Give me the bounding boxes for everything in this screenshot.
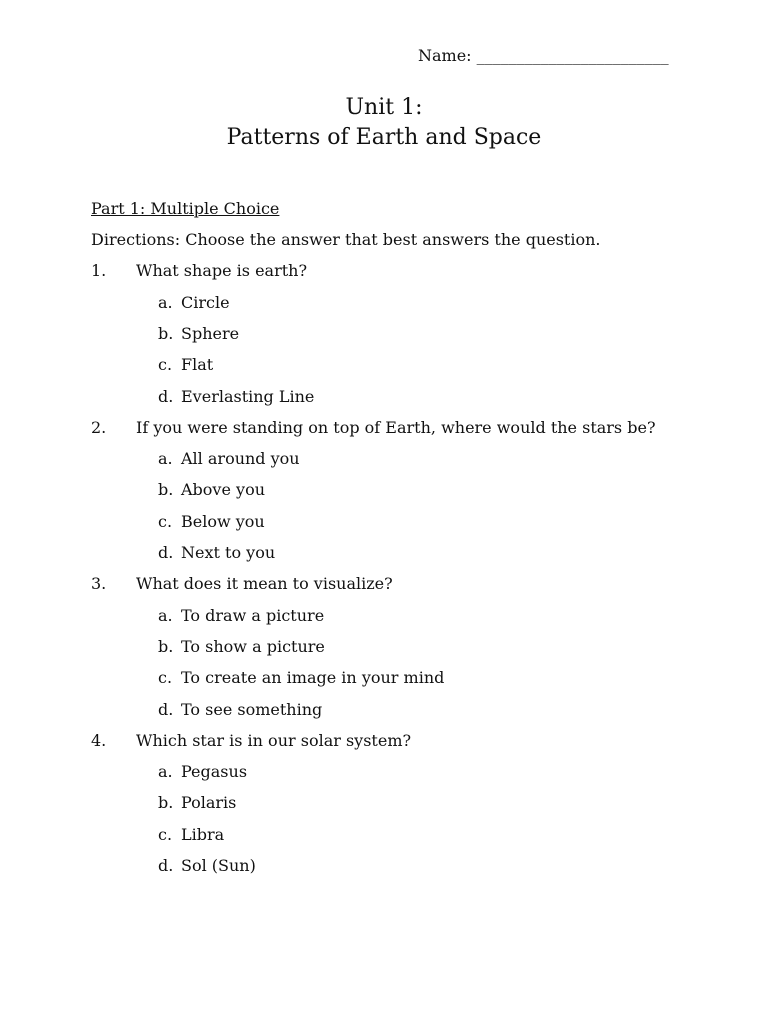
question-text: Which star is in our solar system?	[136, 731, 412, 750]
option-text: Below you	[181, 512, 265, 531]
option-text: Everlasting Line	[181, 387, 315, 406]
option-letter: a.	[158, 293, 173, 312]
option-letter: c.	[158, 355, 173, 374]
option-letter: c.	[158, 668, 173, 687]
option-text: To show a picture	[181, 637, 325, 656]
question-text: What shape is earth?	[136, 261, 308, 280]
option-text: Circle	[181, 293, 230, 312]
option-letter: d.	[158, 387, 174, 406]
option-letter: d.	[158, 700, 174, 719]
option-letter: c.	[158, 825, 173, 844]
question-number: 3.	[91, 574, 107, 593]
question-number: 2.	[91, 418, 107, 437]
option-text: Flat	[181, 355, 214, 374]
option-letter: a.	[158, 449, 173, 468]
section-heading: Part 1: Multiple Choice	[91, 199, 280, 218]
option-letter: b.	[158, 324, 174, 343]
question-number: 1.	[91, 261, 107, 280]
option-text: Pegasus	[181, 762, 248, 781]
option-letter: b.	[158, 480, 174, 499]
option-text: Polaris	[181, 793, 237, 812]
option-text: All around you	[181, 449, 300, 468]
unit-subtitle: Patterns of Earth and Space	[226, 125, 542, 150]
option-letter: d.	[158, 543, 174, 562]
option-text: To see something	[181, 700, 323, 719]
option-letter: b.	[158, 637, 174, 656]
question-number: 4.	[91, 731, 107, 750]
unit-title: Unit 1:	[345, 95, 423, 120]
option-text: Next to you	[181, 543, 276, 562]
option-text: To create an image in your mind	[181, 668, 445, 687]
question-text: If you were standing on top of Earth, where would the stars be?	[136, 418, 656, 437]
option-letter: a.	[158, 762, 173, 781]
option-text: Sphere	[181, 324, 240, 343]
option-letter: a.	[158, 606, 173, 625]
option-text: Libra	[181, 825, 225, 844]
option-text: Above you	[181, 480, 265, 499]
option-letter: c.	[158, 512, 173, 531]
name-field-label: Name: ________________________	[418, 46, 669, 65]
option-text: To draw a picture	[181, 606, 325, 625]
question-text: What does it mean to visualize?	[136, 574, 393, 593]
option-text: Sol (Sun)	[181, 856, 256, 875]
option-letter: b.	[158, 793, 174, 812]
directions-text: Directions: Choose the answer that best answers the question.	[91, 230, 601, 249]
option-letter: d.	[158, 856, 174, 875]
